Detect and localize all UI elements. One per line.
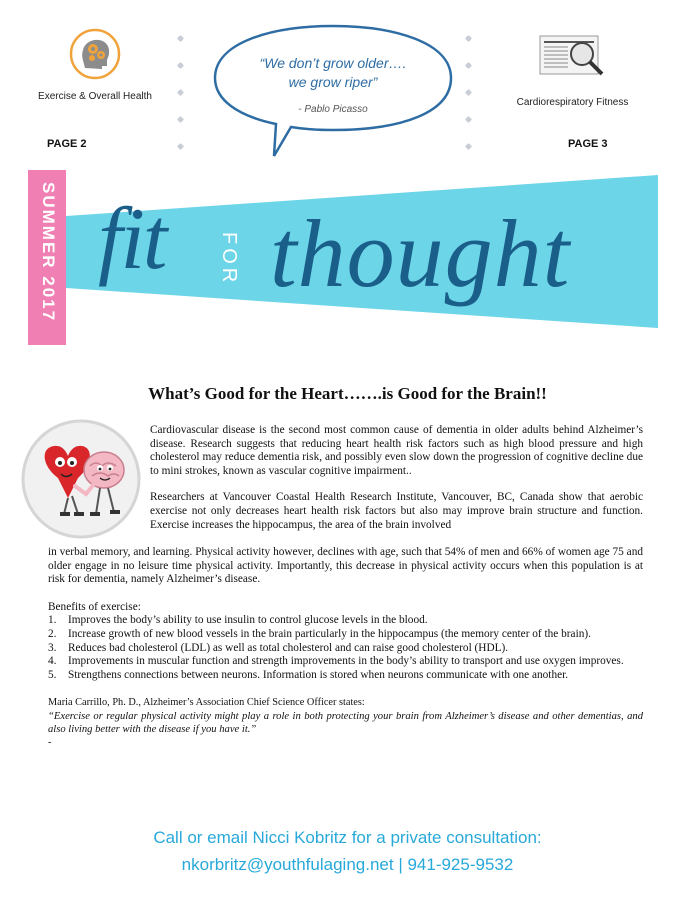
trailing-mark: - [48,736,52,748]
footer-contact-details[interactable]: nkorbritz@youthfulaging.net | 941-925-9532 [181,855,514,874]
teaser-left-label: Exercise & Overall Health [38,91,152,102]
brain-gears-icon [69,28,121,80]
article-headline: What’s Good for the Heart…….is Good for the Brain!! [148,384,547,403]
list-item: 5. Strengthens connections between neurons. Information is stored when neurons communicate with one another. [48,668,569,681]
quote-line-2: we grow riper” [288,74,378,90]
benefits-list [48,614,643,682]
teaser-left-page[interactable]: PAGE 2 [47,138,87,150]
list-item: 4. Improvements in muscular function and strength improvements in the body’s ability to transport and use oxygen improves. [48,655,624,668]
teaser-right-page[interactable]: PAGE 3 [568,138,608,150]
masthead [0,170,695,350]
quote-bubble [208,20,458,160]
paragraph-2-part-2: in verbal memory, and learning. Physical activity however, declines with age, such that 54% of men and 66% of women age 75 and older engage in no leisure time physical activity. Importantly, this decrease in physical activity occurs when this population is at risk for dementia, namely Alzheimer’s disease. [48,546,643,586]
title-fit: fit [98,191,166,288]
footer-call-text: Call or email Nicci Kobritz for a private consultation: [153,828,542,847]
article-column-right [150,424,643,532]
benefits-title: Benefits of exercise: [48,600,141,613]
list-item: 3. Reduces bad cholesterol (LDL) as well as total cholesterol and can raise good cholesterol (HDL). [48,641,509,654]
heart-and-brain-holding-hands-icon [20,418,142,540]
title-for: FOR [218,232,240,287]
paragraph-2-part-1: Researchers at Vancouver Coastal Health Research Institute, Vancouver, BC, Canada show that aerobic exercise not only decreases heart health risk factors but also may improve brain structure and function. Exercise increases the hippocampus, the area of the brain involved [150,491,643,531]
quote-line-1: “We don’t grow older…. [259,55,407,71]
title-thought: thought [270,200,571,307]
left-divider [178,36,184,171]
citation: “Exercise or regular physical activity might play a role in both protecting your brain from Alzheimer’s disease and other dementias, and also living better with the disease if you have it.” [48,710,643,735]
article-column-full [48,546,643,750]
right-divider [466,36,472,171]
newspaper-magnifier-icon [538,30,608,78]
list-item: 2. Increase growth of new blood vessels in the brain particularly in the hippocampus (the memory center of the brain). [48,627,591,640]
teaser-right[interactable] [505,30,640,109]
attribution: Maria Carrillo, Ph. D., Alzheimer’s Association Chief Science Officer states: [48,697,365,709]
paragraph-1: Cardiovascular disease is the second most common cause of dementia in older adults behind Alzheimer’s disease. Research suggests that reducing heart health risk factors such as high blood pressure and high cholesterol may reduce dementia risk, and possibly even slow down the progression of cognitive decline due to mini strokes, known as vascular cognitive impairment.. [150,424,643,477]
teaser-left[interactable] [30,28,160,103]
list-item: 1. Improves the body’s ability to use insulin to control glucose levels in the blood. [48,614,428,627]
teaser-right-label: Cardiorespiratory Fitness [516,97,629,108]
season-label: SUMMER 2017 [39,182,58,323]
quote-author: - Pablo Picasso [298,104,368,115]
footer-contact [0,826,695,877]
